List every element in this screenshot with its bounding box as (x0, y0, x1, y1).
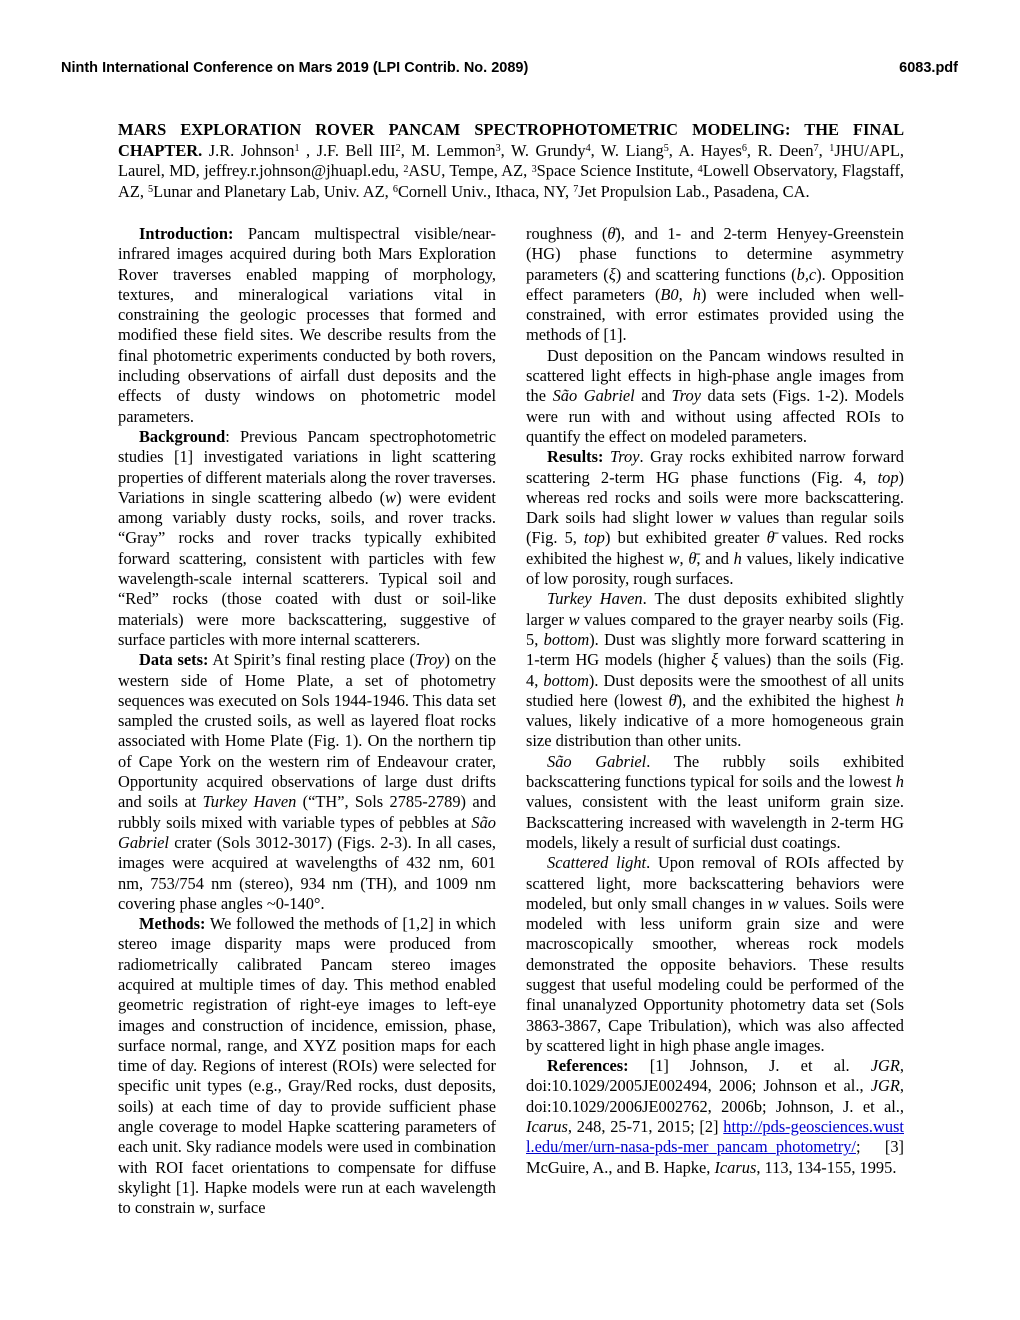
text-run: data sets (Figs. 1-2). Models were run with and without using affected ROIs to quantify the effect on modeled parameters. (526, 386, 905, 446)
superscript: 3 (495, 143, 501, 155)
text-run: Troy (671, 386, 701, 406)
text-run: , doi:10.1029/2006JE002762, 2006b; Johnson, J. et al., (526, 1076, 904, 1116)
superscript: 7 (813, 143, 819, 155)
text-run: w (568, 609, 580, 629)
text-run: Cornell Univ., Ithaca, NY, (397, 181, 574, 201)
text-run: ) and scattering functions ( (615, 264, 797, 284)
superscript: 6 (741, 143, 747, 155)
text-run: θ̄ (766, 528, 775, 548)
text-run: ; [3] McGuire, A., and B. Hapke, (526, 1137, 904, 1177)
text-run: JGR (870, 1056, 900, 1076)
superscript: 3 (531, 163, 537, 175)
superscript: 4 (585, 143, 591, 155)
text-run: [1] Johnson, J. et al. (628, 1056, 871, 1076)
text-run: São Gabriel (118, 812, 496, 852)
text-run: , (678, 284, 693, 304)
paragraph (118, 427, 496, 650)
text-run: , doi:10.1029/2005JE002494, 2006; Johnson et al., (526, 1056, 904, 1096)
text-run: , surface (209, 1198, 266, 1218)
text-run: ), and the exhibited the highest (676, 690, 896, 710)
text-run: roughness ( (526, 224, 608, 243)
text-run: values. Red rocks exhibited the highest (526, 528, 904, 568)
text-run: ), and 1- and 2-term Henyey-Greenstein (HG) phase functions to determine asymmetry parameters ( (526, 224, 904, 284)
superscript: 5 (663, 143, 669, 155)
text-run: , 248, 25-71, 2015; [2] (567, 1117, 724, 1137)
text-run: São Gabriel (552, 386, 635, 406)
text-run: b,c (796, 264, 817, 284)
text-run: , W. Liang (590, 140, 664, 160)
text-run: , (818, 140, 830, 160)
text-run: h (692, 284, 701, 304)
text-run: . The rubbly soils exhibited backscattering functions typical for soils and the lowest (526, 751, 904, 792)
text-run: Icarus (526, 1117, 568, 1137)
paragraph (118, 650, 496, 914)
superscript: 5 (148, 184, 154, 196)
text-run: w (767, 893, 779, 913)
text-run: . Upon removal of ROIs affected by scattered light, more backscattering behaviors were modeled, but only small changes in (526, 853, 904, 913)
text-run: We followed the methods of [1,2] in which stereo image disparity maps were produced from radiometrically calibrated Pancam stereo images acquired at multiple times of day. This method enabled geometric registration of right-eye images to left-eye images and construction of incidence, emission, phase, surface normal, range, and XYZ position maps for each time of day. Regions of interest (ROIs) were selected for specific unit types (e.g., Gray/Red rocks, dust deposits, soils) at each time of day to provide sufficient phase angle coverage to model Hapke scattering parameters of each unit. Sky radiance models were used in combination with ROI facet orientations to compensate for diffuse skylight [1]. Hapke models were run at each wavelength to constrain (118, 914, 496, 1218)
column-right (526, 224, 904, 1219)
text-run: θ̄ (688, 548, 697, 568)
text-run: . Gray rocks exhibited narrow forward scattering 2-term HG phase functions (Fig. 4, (526, 447, 904, 487)
paragraph (526, 346, 904, 447)
paragraph (526, 589, 904, 751)
text-run: Results: (547, 447, 604, 467)
text-run: (“TH”, Sols 2785-2789) and rubbly soils mixed with variable types of pebbles at (118, 792, 496, 832)
text-run: References: (547, 1056, 629, 1076)
superscript: 6 (392, 184, 398, 196)
text-run: Data sets: (139, 650, 209, 670)
text-run: Turkey Haven (547, 589, 643, 609)
paragraph (118, 224, 496, 427)
superscript: 1 (294, 143, 300, 155)
text-run: w (199, 1198, 210, 1218)
text-run: ASU, Tempe, AZ, (408, 161, 532, 181)
text-run: Dust deposition on the Pancam windows resulted in scattered light effects in high-phase angle images from the (526, 345, 904, 406)
superscript: 1 (829, 143, 835, 155)
text-run: , 113, 134-155, 1995. (756, 1157, 897, 1177)
text-run: ξ (608, 264, 616, 284)
body-columns (118, 224, 904, 1219)
text-run: top (584, 528, 605, 548)
text-run: , (679, 548, 689, 568)
text-run: ξ (711, 650, 719, 670)
text-run: values) than the soils (Fig. 4, (526, 650, 904, 690)
text-run: São Gabriel (547, 751, 647, 771)
text-run: , and (696, 548, 734, 568)
paragraph (526, 853, 904, 1056)
text-run: Pancam multispectral visible/near-infrared images acquired during both Mars Exploration Rover traverses enabled mapping of morphology, textures, and mineralogical variations vital in constraining the geologic processes that formed and modified these field sites. We describe results from the final photometric experiments conducted by both rovers, including observations of airfall dust deposits and the effects of dusty windows on photometric model parameters. (118, 224, 496, 426)
text-run: Turkey Haven (202, 792, 297, 812)
text-run: values, likely indicative of a more homogeneous grain size distribution than other units. (526, 711, 904, 751)
text-run: JHU/APL, Laurel, MD, jeffrey.r.johnson@jhuapl.edu, (118, 140, 904, 181)
column-left (118, 224, 496, 1219)
text-run: h (895, 772, 904, 792)
text-run: Methods: (139, 914, 206, 934)
text-run: Lowell Observatory, Flagstaff, AZ, (118, 161, 905, 201)
text-run: values, likely indicative of low porosity, rough surfaces. (526, 548, 904, 589)
text-run: Background (139, 426, 226, 446)
text-run: ) on the western side of Home Plate, a set of photometry sequences was executed on Sols 1944-1946. This data set sampled the crusted soils, as well as layered float rocks associated with Home Plate (Fig. 1). On the northern tip of Cape York on the western rim of Endeavour crater, Opportunity acquired observations of large dust drifts and soils at (118, 650, 496, 812)
text-run: ) were included when well-constrained, with error estimates provided using the methods of [1]. (526, 284, 904, 345)
pdf-filename: 6083.pdf (899, 60, 958, 76)
text-run: ). Dust deposits were the smoothest of all units studied here (lowest (526, 670, 904, 710)
text-run: ) whereas red rocks and soils were more backscattering. Dark soils had slight lower (526, 467, 904, 528)
text-run: ). Dust was slightly more forward scattering in 1-term HG models (higher (526, 629, 904, 670)
text-run: crater (Sols 3012-3017) (Figs. 2-3). In all cases, images were acquired at wavelengths of 432 nm, 601 nm, 753/754 nm (stereo), 934 nm (TH), and 1009 nm covering phase angles ~0-140°. (118, 832, 496, 913)
text-run: and (634, 386, 672, 406)
text-run: values, consistent with the least uniform grain size. Backscattering increased with wavelength in 2-term HG models, likely a result of surficial dust coatings. (526, 792, 904, 852)
text-run: At Spirit’s final resting place ( (208, 650, 415, 670)
title-and-authors (118, 120, 904, 202)
text-run: w (385, 487, 397, 507)
text-run: θ̄ (607, 224, 616, 243)
superscript: 2 (395, 143, 401, 155)
text-run: JGR (870, 1076, 900, 1096)
text-run: values. Soils were modeled with less uniform grain size and were macroscopically smoother, whereas rock models demonstrated the opposite behaviors. These results suggest that useful modeling could be performed of the final unanalyzed Opportunity photometry data set (Sols 3863-3867, Cape Tribulation), which was also affected by scattered light in high phase angle images. (526, 893, 905, 1055)
text-run: Jet Propulsion Lab., Pasadena, CA. (578, 181, 810, 201)
text-run: ) were evident among variably dusty rocks, soils, and rover tracks. “Gray” rocks and rover tracks typically exhibited forward scattering, consistent with particles with few wavelength-scale internal scatterers. Typical soil and “Red” rocks (those coated with dust or soil-like materials) were more backscattering, suggestive of surface particles with more internal scatterers. (118, 487, 496, 649)
superscript: 4 (697, 163, 703, 175)
text-run: Lunar and Planetary Lab, Univ. AZ, (153, 181, 393, 201)
text-run: ). Opposition effect parameters ( (526, 264, 904, 304)
text-run: h (895, 690, 904, 710)
text-run: , A. Hayes (668, 140, 742, 160)
text-run: h (733, 548, 742, 568)
text-run: , W. Grundy (500, 140, 586, 160)
text-run: MARS EXPLORATION ROVER PANCAM SPECTROPHOTOMETRIC MODELING: THE FINAL CHAPTER. (118, 120, 904, 160)
reference-link[interactable]: http://pds-geosciences.wustl.edu/mer/urn-nasa-pds-mer_pancam_photometry/ (526, 1117, 904, 1157)
text-run: J.R. Johnson (202, 140, 295, 160)
paragraph (526, 752, 904, 853)
text-run: values than regular soils (Fig. 5, (526, 508, 904, 548)
text-run: Introduction: (139, 224, 234, 243)
paragraph (526, 447, 904, 589)
superscript: 7 (573, 184, 579, 196)
text-run: bottom (543, 629, 590, 649)
text-run: Troy (610, 447, 640, 467)
paragraph (118, 914, 496, 1218)
text-run: Space Science Institute, (536, 161, 698, 181)
superscript: 2 (403, 163, 409, 175)
text-run: top (877, 467, 899, 487)
text-run: Icarus (714, 1157, 757, 1177)
text-run: values compared to the grayer nearby soils (Fig. 5, (526, 609, 904, 649)
text-run: θ̄ (668, 690, 677, 710)
conference-header-text: Ninth International Conference on Mars 2019 (LPI Contrib. No. 2089) (61, 60, 529, 76)
text-run: . The dust deposits exhibited slightly larger (526, 589, 904, 629)
text-run: Scattered light (547, 853, 647, 873)
text-run: ) but exhibited greater (605, 528, 767, 548)
paragraph (526, 224, 904, 346)
text-run: w (719, 508, 731, 528)
text-run: bottom (543, 670, 589, 690)
page-header (61, 60, 958, 77)
text-run: w (668, 548, 680, 568)
paragraph (526, 1056, 904, 1178)
text-run: : Previous Pancam spectrophotometric studies [1] investigated variations in light scattering properties of different materials along the rover traverses. Variations in single scattering albedo ( (118, 426, 496, 507)
text-run: Troy (415, 650, 445, 670)
text-run: , M. Lemmon (400, 140, 496, 160)
text-run: B0 (660, 284, 679, 304)
text-run: , R. Deen (746, 140, 814, 160)
text-run: , J.F. Bell III (299, 140, 396, 160)
